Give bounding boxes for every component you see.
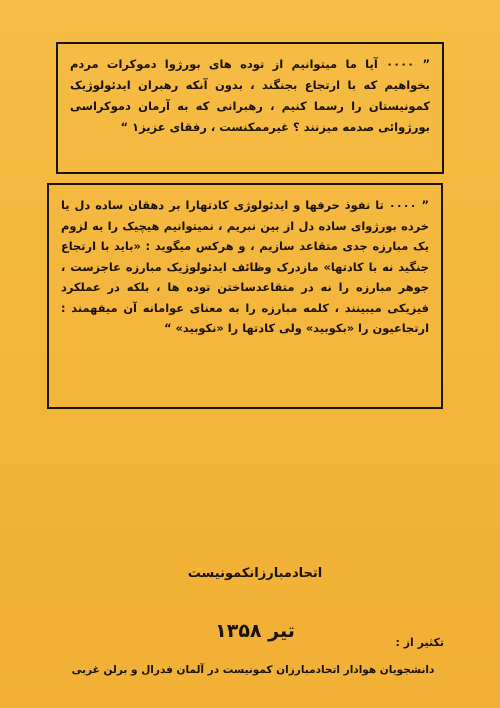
quote-text-second: ” ٠٠٠٠ تا نفوذ حرفها و ایدئولوژی کادتهارا بر دهقان ساده دل یا خرده بورژوای ساده دل از بین نبریم ، نمیتوانیم هیچیک را به لزوم یک مبارزه جدی متقاعد سازیم ، و هرکس میگوید : «باید با ارتجاع جنگید نه با کادتها» مازدرک وظائف ایدئولوژیک مبارزه عاجزست ، جوهر مبارزه را نه در متقاعدساختن توده ها ، بلکه در عملکرد فیزیکی میبینند ، کلمه مبارزه را به معنای عوامانه آن میفهمند : ارتجاعیون را «بکوبید» ولی کادتها را «نکوبید» “	[61, 198, 430, 335]
quote-box-second	[47, 183, 443, 409]
reprint-label: تکثیر از :	[395, 636, 444, 649]
quote-text-first: ” ٠٠٠٠ آیا ما میتوانیم از توده های بورژوا دموکرات مردم بخواهیم که با ارتجاع بجنگند ، بدون آنکه رهبران ایدئولوژیک کمونیستان را رسما کنیم ، رهبرانی که به آرمان دموکراسی بورژوائی صدمه میزنند ؟ غیرممکنست ، رفقای عزیز١ “	[70, 57, 430, 134]
publication-date: تیر ۱۳۵۸	[215, 620, 295, 642]
quote-box-first	[56, 42, 444, 174]
reprint-source: دانشجویان هوادار اتحادمبارزان کمونیست در آلمان فدرال و برلن غربی	[71, 664, 435, 676]
organization-name: اتحادمبارزانکمونیست	[187, 566, 323, 581]
